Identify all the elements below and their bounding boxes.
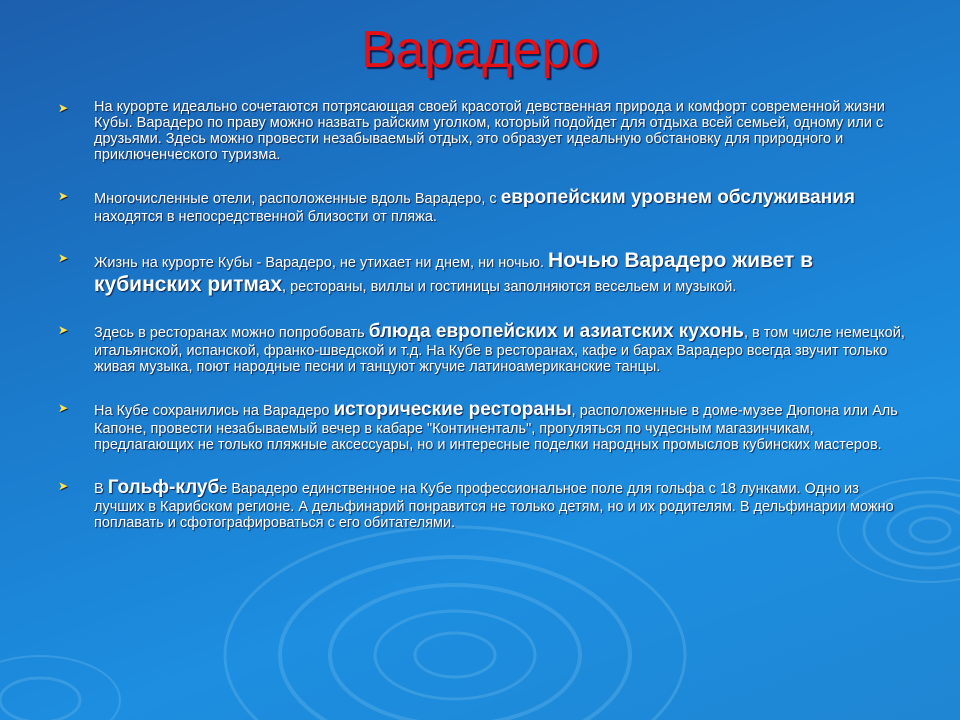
arrow-bullet-icon: ➤ [58,323,69,337]
bullet-text: Жизнь на курорте Кубы - Варадеро, не утихает ни днем, ни ночью. [94,255,549,271]
bullet-text: е Варадеро единственное на Кубе профессиональное поле для гольфа с 18 лунками. Одно из лучших в Карибском регионе. А дельфинарий понравится не только детям, но и их родителям. В дельфинарии можно поплавать и сфотографироваться с его обитателями. [94,481,894,531]
arrow-bullet-icon: ➤ [58,189,69,203]
bullet-emphasis: блюда европейских и азиатских кухонь [368,321,744,342]
bullet-emphasis: исторические рестораны [333,399,572,420]
bullet-text: , рестораны, виллы и гостиницы заполняются весельем и музыкой. [282,279,737,295]
bullet-emphasis: Ночью Варадеро живет в кубинских ритмах [94,249,814,296]
bullet-item [58,321,908,375]
bullet-emphasis: Гольф-клуб [107,477,220,498]
bullet-item [58,187,908,225]
bullet-text: , в том числе немецкой, итальянской, испанской, франко-шведской и т.д. На Кубе в ресторанах, кафе и барах Варадеро всегда звучит только живая музыка, поют народные песни и танцуют жгучие латиноамериканские танцы. [94,325,905,375]
bullet-text: На курорте идеально сочетаются потрясающая своей красотой девственная природа и комфорт современной жизни Кубы. Варадеро по праву можно назвать райским уголком, который подойдет для отдыха всей семьей, одному или с друзьями. Здесь можно провести незабываемый отдых, это образует идеальную обстановку для природного и приключенческого туризма. [94,99,885,163]
bullet-item [58,99,908,163]
arrow-bullet-icon: ➤ [58,101,69,115]
arrow-bullet-icon: ➤ [58,479,69,493]
bullet-emphasis: европейским уровнем обслуживания [500,187,855,208]
bullet-item [58,477,908,531]
bullet-list [58,99,908,531]
bullet-text: На Кубе сохранились на Варадеро [94,403,334,419]
bullet-text: Здесь в ресторанах можно попробовать [94,325,369,341]
slide-title: Варадеро [360,21,600,79]
arrow-bullet-icon: ➤ [58,401,69,415]
bullet-text: В [94,481,108,497]
bullet-text: находятся в непосредственной близости от пляжа. [94,209,437,225]
bullet-text: , расположенные в доме-музее Дюпона или Аль Капоне, провести незабываемый вечер в кабаре "Континенталь", прогуляться по чудесным магазинчикам, предлагающих не только пляжные аксессуары, но и интересные поделки народных промыслов кубинских мастеров. [94,403,898,453]
bullet-text: Многочисленные отели, расположенные вдоль Варадеро, с [94,191,501,207]
arrow-bullet-icon: ➤ [58,251,69,265]
bullet-item [58,399,908,453]
bullet-item [58,249,908,297]
